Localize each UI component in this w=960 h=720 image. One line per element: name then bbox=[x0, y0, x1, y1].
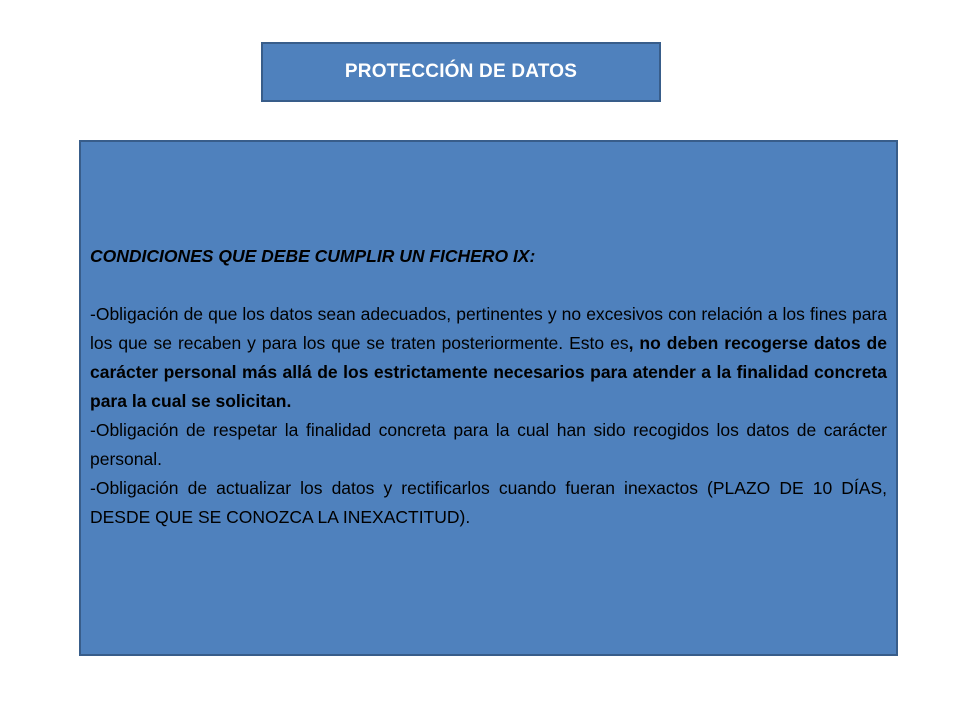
content-box bbox=[79, 140, 898, 656]
obligation-item-1-bold: , no deben recogerse datos de carácter personal más allá de los estrictamente necesarios para atender a la finalidad concreta para la cual se solicitan. bbox=[90, 333, 887, 411]
obligation-item-3: -Obligación de actualizar los datos y rectificarlos cuando fueran inexactos (PLAZO DE 10 DÍAS, DESDE QUE SE CONOZCA LA INEXACTITUD). bbox=[90, 478, 887, 527]
obligation-item-1 bbox=[90, 300, 887, 416]
section-heading: CONDICIONES QUE DEBE CUMPLIR UN FICHERO IX: bbox=[90, 246, 536, 266]
obligation-item-1-text: -Obligación de que los datos sean adecuados, pertinentes y no excesivos con relación a los fines para los que se recaben y para los que se traten posteriormente. Esto es bbox=[90, 304, 887, 353]
page-title: PROTECCIÓN DE DATOS bbox=[344, 61, 578, 82]
title-box bbox=[261, 42, 661, 102]
obligation-item-2: -Obligación de respetar la finalidad concreta para la cual han sido recogidos los datos de carácter personal. bbox=[90, 420, 887, 469]
